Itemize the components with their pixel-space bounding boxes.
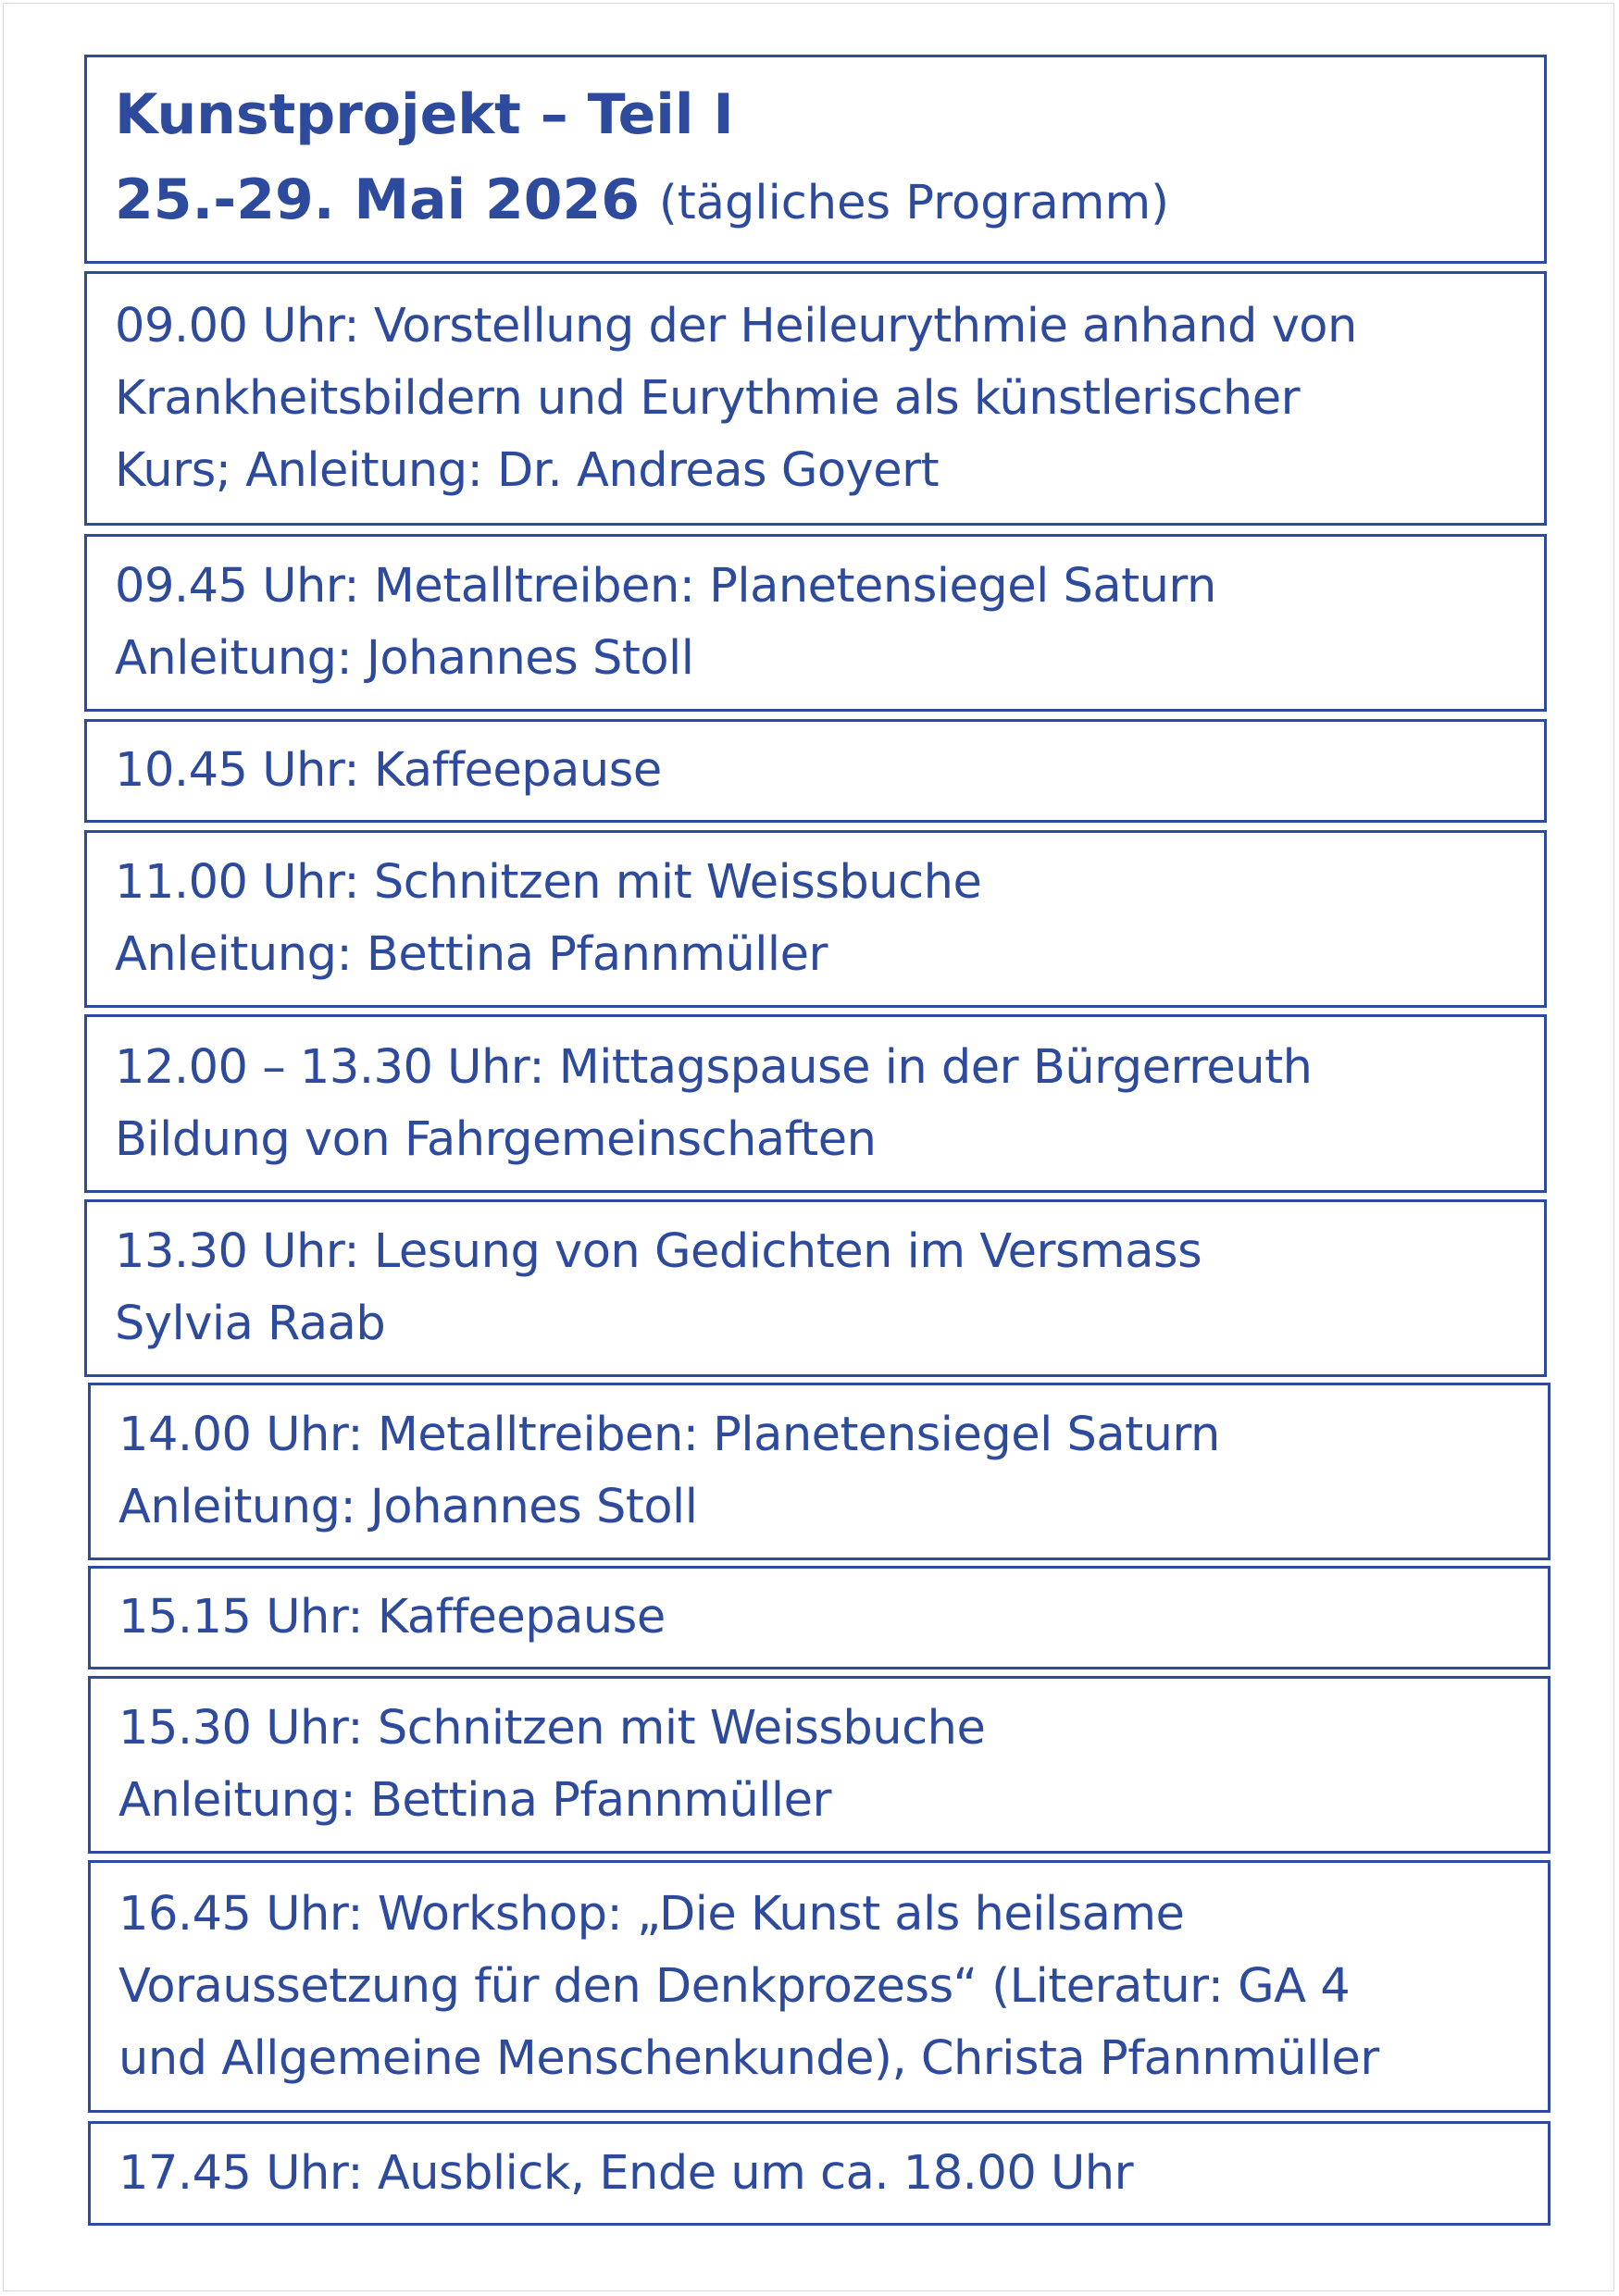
- schedule-item: [84, 271, 1547, 526]
- schedule-line: 09.45 Uhr: Metalltreiben: Planetensiegel Saturn: [115, 559, 1216, 614]
- schedule-item: [84, 534, 1547, 712]
- schedule-line: Anleitung: Bettina Pfannmüller: [118, 1773, 831, 1828]
- schedule-line: Voraussetzung für den Denkprozess“ (Literatur: GA 4: [118, 1958, 1351, 2014]
- header-content: [115, 57, 1526, 261]
- header-box: [84, 55, 1547, 264]
- schedule-line: 10.45 Uhr: Kaffeepause: [115, 743, 662, 798]
- schedule-line: Kurs; Anleitung: Dr. Andreas Goyert: [115, 442, 940, 498]
- schedule-line: Bildung von Fahrgemeinschaften: [115, 1111, 877, 1167]
- program-date-line: [115, 157, 1526, 246]
- flyer-page: [3, 3, 1614, 2291]
- schedule-item: [88, 1383, 1551, 1560]
- program-title: Kunstprojekt – Teil I: [115, 82, 734, 147]
- schedule-line: und Allgemeine Menschenkunde), Christa Pfannmüller: [118, 2030, 1379, 2086]
- schedule-line: 14.00 Uhr: Metalltreiben: Planetensiegel Saturn: [118, 1408, 1220, 1462]
- schedule-item: [84, 1014, 1547, 1193]
- program-date-note: (tägliches Programm): [658, 176, 1170, 230]
- schedule-line: 13.30 Uhr: Lesung von Gedichten im Versmass: [115, 1224, 1202, 1279]
- schedule-item: [84, 1199, 1547, 1377]
- schedule-line: 16.45 Uhr: Workshop: „Die Kunst als heilsame: [118, 1886, 1185, 1942]
- schedule-item: [88, 2121, 1551, 2226]
- schedule-item: [84, 830, 1547, 1008]
- schedule-item: [88, 1566, 1551, 1669]
- program-date: 25.-29. Mai 2026: [115, 168, 641, 232]
- schedule-line: Sylvia Raab: [115, 1297, 386, 1351]
- schedule-line: Anleitung: Johannes Stoll: [118, 1480, 698, 1534]
- schedule-line: 12.00 – 13.30 Uhr: Mittagspause in der Bürgerreuth: [115, 1039, 1313, 1095]
- schedule-line: 09.00 Uhr: Vorstellung der Heileurythmie anhand von: [115, 298, 1357, 354]
- schedule-item: [84, 719, 1547, 823]
- schedule-line: 11.00 Uhr: Schnitzen mit Weissbuche: [115, 855, 982, 910]
- schedule-line: Anleitung: Bettina Pfannmüller: [115, 927, 828, 982]
- schedule-item: [88, 1676, 1551, 1854]
- schedule-line: 17.45 Uhr: Ausblick, Ende um ca. 18.00 Uhr: [118, 2145, 1134, 2201]
- schedule-item: [88, 1860, 1551, 2113]
- schedule-line: Krankheitsbildern und Eurythmie als künstlerischer: [115, 370, 1301, 426]
- schedule-line: Anleitung: Johannes Stoll: [115, 631, 694, 686]
- schedule-line: 15.15 Uhr: Kaffeepause: [118, 1590, 666, 1644]
- schedule-line: 15.30 Uhr: Schnitzen mit Weissbuche: [118, 1701, 986, 1756]
